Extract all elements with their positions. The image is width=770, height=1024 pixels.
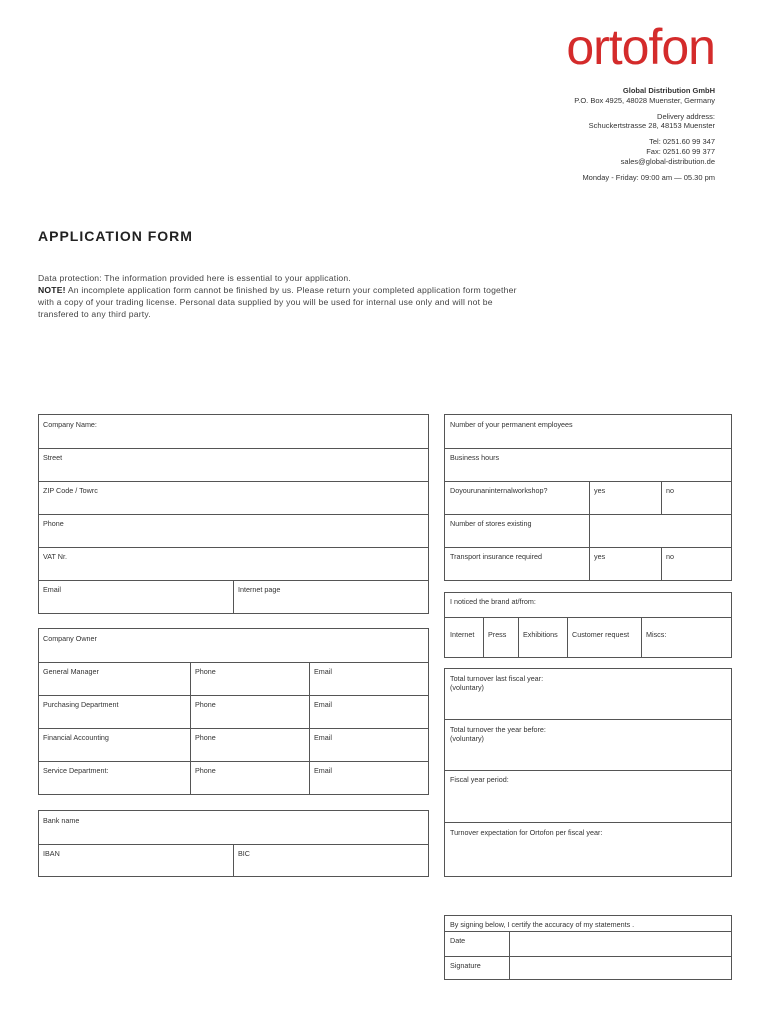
signing-certification-note: By signing below, I certify the accuracy of my statements . [450,920,635,929]
general-manager-phone[interactable]: Phone [195,667,216,676]
note-label: NOTE! [38,285,66,295]
opening-hours: Monday - Friday: 09:00 am — 05.30 pm [582,172,715,182]
purchasing-phone[interactable]: Phone [195,700,216,709]
delivery-address: Schuckertstrasse 28, 48153 Muenster [588,121,715,131]
service-email[interactable]: Email [314,766,332,775]
business-hours-field[interactable]: Business hours [450,453,500,462]
stores-count-field[interactable]: Number of stores existing [450,519,532,528]
bic-field[interactable]: BIC [238,849,250,858]
company-name-field[interactable]: Company Name: [43,420,97,429]
general-manager-field[interactable]: General Manager [43,667,99,676]
turnover-before-voluntary-note: (voluntary) [450,734,484,743]
street-field[interactable]: Street [43,453,63,462]
data-protection-text: Data protection: The information provided here is essential to your application. [38,273,351,283]
financial-email[interactable]: Email [314,733,332,742]
workshop-yes-option[interactable]: yes [594,486,606,495]
vat-number-field[interactable]: VAT Nr. [43,552,67,561]
delivery-label: Delivery address: [657,111,715,121]
business-info-section [444,414,732,581]
noticed-miscs-field[interactable]: Miscs: [646,630,667,639]
note-paragraph [38,284,518,320]
internet-page-field[interactable]: Internet page [238,585,281,594]
email-field[interactable]: Email [43,585,61,594]
date-field[interactable]: Date [450,936,466,945]
brand-noticed-label: I noticed the brand at/from: [450,597,536,606]
turnover-last-voluntary-note: (voluntary) [450,683,484,692]
phone-field[interactable]: Phone [43,519,64,528]
company-name: Global Distribution GmbH [622,86,715,95]
noticed-exhibitions-option[interactable]: Exhibitions [523,630,558,639]
signature-field[interactable]: Signature [450,961,481,970]
service-phone[interactable]: Phone [195,766,216,775]
zip-code-field[interactable]: ZIP Code / Towrc [43,486,98,495]
brand-noticed-section [444,592,732,658]
transport-yes-option[interactable]: yes [594,552,606,561]
bank-name-field[interactable]: Bank name [43,816,80,825]
purchasing-field[interactable]: Purchasing Department [43,700,119,709]
workshop-no-option[interactable]: no [666,486,674,495]
noticed-internet-option[interactable]: Internet [450,630,475,639]
transport-insurance-question: Transport insurance required [450,552,543,561]
company-info-section [38,414,429,614]
iban-field[interactable]: IBAN [43,849,60,858]
ortofon-logo: ortofon [566,19,715,75]
workshop-question: Doyourunaninternalworkshop? [450,486,548,495]
employees-field[interactable]: Number of your permanent employees [450,420,573,429]
intro-text [38,272,518,320]
turnover-section [444,668,732,877]
contact-email: sales@global-distribution.de [620,156,715,166]
financial-phone[interactable]: Phone [195,733,216,742]
general-manager-email[interactable]: Email [314,667,332,676]
telephone: Tel: 0251.60 99 347 [649,137,715,147]
bank-section [38,810,429,877]
noticed-customer-request-option[interactable]: Customer request [572,630,630,639]
turnover-expectation-field[interactable]: Turnover expectation for Ortofon per fiscal year: [450,828,603,837]
financial-accounting-field[interactable]: Financial Accounting [43,733,109,742]
fax: Fax: 0251.60 99 377 [646,146,715,156]
noticed-press-option[interactable]: Press [488,630,507,639]
contact-address-block [415,86,715,182]
purchasing-email[interactable]: Email [314,700,332,709]
note-text: An incomplete application form cannot be finished by us. Please return your completed application form together with a copy of your trading license. Personal data supplied by you will be used for internal use only and will not be transfered to any third party. [38,285,517,319]
company-owner-field[interactable]: Company Owner [43,634,97,643]
transport-no-option[interactable]: no [666,552,674,561]
contacts-section [38,628,429,795]
page-title: APPLICATION FORM [38,228,193,244]
signature-section [444,915,732,980]
fiscal-year-period-field[interactable]: Fiscal year period: [450,775,509,784]
turnover-last-year-field[interactable]: Total turnover last fiscal year: [450,674,544,683]
service-department-field[interactable]: Service Department: [43,766,109,775]
turnover-year-before-field[interactable]: Total turnover the year before: [450,725,546,734]
po-box: P.O. Box 4925, 48028 Muenster, Germany [574,95,715,105]
